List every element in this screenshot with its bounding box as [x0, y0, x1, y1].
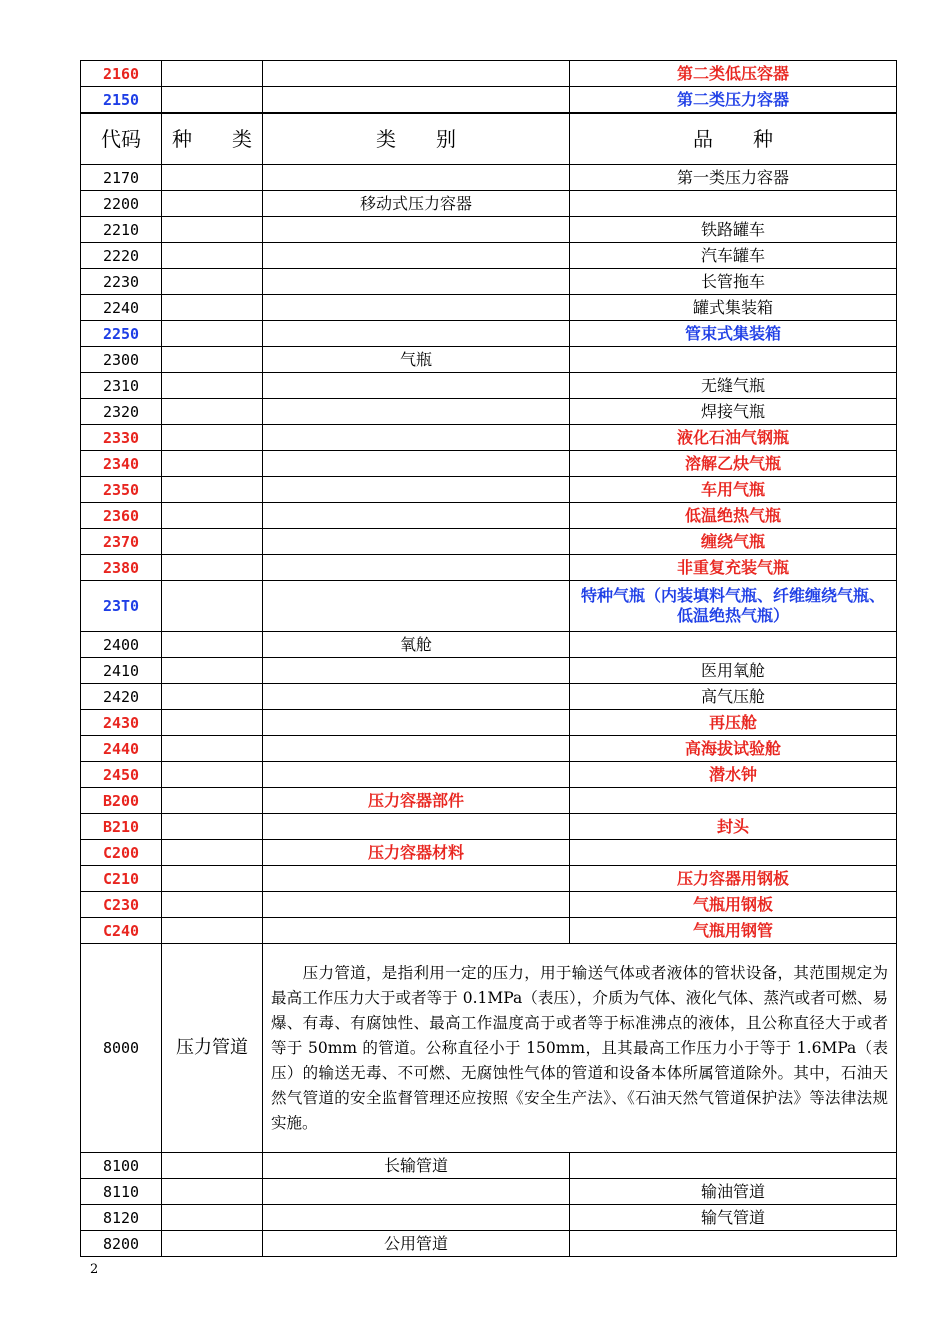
table-row [81, 892, 897, 918]
table-row [81, 347, 897, 373]
table-row [81, 295, 897, 321]
row-kind [162, 503, 263, 529]
table-row [81, 555, 897, 581]
table-row [81, 425, 897, 451]
row-code: 2380 [81, 555, 162, 581]
row-variety: 第二类低压容器 [570, 61, 897, 87]
row-variety: 非重复充装气瓶 [570, 555, 897, 581]
table-row [81, 1205, 897, 1231]
table-row [81, 529, 897, 555]
table-row [81, 1231, 897, 1257]
row-kind [162, 61, 263, 87]
row-variety: 第二类压力容器 [570, 87, 897, 114]
row-code: 23T0 [81, 581, 162, 632]
row-variety: 缠绕气瓶 [570, 529, 897, 555]
row-variety: 无缝气瓶 [570, 373, 897, 399]
row-kind [162, 814, 263, 840]
row-code: C200 [81, 840, 162, 866]
table-row [81, 658, 897, 684]
row-category [263, 555, 570, 581]
row-category [263, 581, 570, 632]
row-variety [570, 1231, 897, 1257]
row-category: 长输管道 [263, 1153, 570, 1179]
table-row [81, 243, 897, 269]
table-row [81, 503, 897, 529]
row-kind [162, 217, 263, 243]
row-variety: 焊接气瓶 [570, 399, 897, 425]
row-category [263, 1179, 570, 1205]
row-variety: 封头 [570, 814, 897, 840]
row-kind [162, 269, 263, 295]
row-category [263, 425, 570, 451]
row-kind [162, 892, 263, 918]
row-kind [162, 321, 263, 347]
row-kind [162, 191, 263, 217]
row-category [263, 321, 570, 347]
row-kind [162, 451, 263, 477]
row-code: 8120 [81, 1205, 162, 1231]
row-category [263, 217, 570, 243]
row-category [263, 399, 570, 425]
row-kind [162, 399, 263, 425]
row-category [263, 736, 570, 762]
table-row [81, 87, 897, 114]
row-code: B210 [81, 814, 162, 840]
table-row [81, 61, 897, 87]
header-variety: 品 种 [570, 113, 897, 165]
row-kind [162, 529, 263, 555]
row-code: 2240 [81, 295, 162, 321]
table-header-row [81, 113, 897, 165]
row-code: 2450 [81, 762, 162, 788]
classification-table-page [80, 60, 896, 1257]
row-code: 2360 [81, 503, 162, 529]
row-variety [570, 632, 897, 658]
row-category [263, 451, 570, 477]
row-category [263, 710, 570, 736]
row-kind [162, 736, 263, 762]
pipeline-row [81, 944, 897, 1153]
row-code: 2300 [81, 347, 162, 373]
row-variety [570, 840, 897, 866]
row-variety: 压力容器用钢板 [570, 866, 897, 892]
row-category: 压力容器材料 [263, 840, 570, 866]
row-variety: 长管拖车 [570, 269, 897, 295]
row-kind [162, 373, 263, 399]
row-variety [570, 788, 897, 814]
row-kind [162, 347, 263, 373]
row-variety: 溶解乙炔气瓶 [570, 451, 897, 477]
row-category [263, 918, 570, 944]
row-kind [162, 632, 263, 658]
row-code: 2200 [81, 191, 162, 217]
row-variety: 管束式集装箱 [570, 321, 897, 347]
row-kind [162, 165, 263, 191]
table-row [81, 191, 897, 217]
row-variety: 高气压舱 [570, 684, 897, 710]
row-code: C230 [81, 892, 162, 918]
table-row [81, 710, 897, 736]
table-row [81, 632, 897, 658]
row-code: 2340 [81, 451, 162, 477]
row-category [263, 866, 570, 892]
row-category [263, 503, 570, 529]
row-variety: 液化石油气钢瓶 [570, 425, 897, 451]
table-row [81, 373, 897, 399]
row-category: 公用管道 [263, 1231, 570, 1257]
pipeline-description: 压力管道，是指利用一定的压力，用于输送气体或者液体的管状设备，其范围规定为最高工作压力大于或者等于 0.1MPa（表压），介质为气体、液化气体、蒸汽或者可燃、易爆、有毒、有腐蚀性、最高工作温度高于或者等于标准沸点的液体，且公称直径大于或者等于 50mm 的管道。公称直径小于 150mm，且其最高工作压力小于等于 1.6MPa（表压）的输送无毒、不可燃、无腐蚀性气体的管道和设备本体所属管道除外。其中，石油天然气管道的安全监督管理还应按照《安全生产法》、《石油天然气管道保护法》等法律法规实施。 [263, 944, 897, 1153]
row-code: 2420 [81, 684, 162, 710]
table-row [81, 321, 897, 347]
row-variety [570, 1153, 897, 1179]
table-row [81, 1153, 897, 1179]
row-category [263, 61, 570, 87]
page-number: 2 [90, 1262, 99, 1277]
row-category [263, 658, 570, 684]
row-kind [162, 1179, 263, 1205]
row-kind [162, 243, 263, 269]
row-variety: 第一类压力容器 [570, 165, 897, 191]
row-variety: 特种气瓶（内装填料气瓶、纤维缠绕气瓶、低温绝热气瓶） [570, 581, 897, 632]
row-code: 2330 [81, 425, 162, 451]
row-category [263, 269, 570, 295]
row-code: 2440 [81, 736, 162, 762]
row-category: 压力容器部件 [263, 788, 570, 814]
row-code: 2350 [81, 477, 162, 503]
row-variety: 潜水钟 [570, 762, 897, 788]
row-variety: 车用气瓶 [570, 477, 897, 503]
row-variety [570, 191, 897, 217]
row-kind [162, 425, 263, 451]
table-row [81, 451, 897, 477]
row-category [263, 477, 570, 503]
table-row [81, 814, 897, 840]
row-variety [570, 347, 897, 373]
row-kind [162, 684, 263, 710]
row-category: 氧舱 [263, 632, 570, 658]
row-category [263, 762, 570, 788]
header-code: 代码 [81, 113, 162, 165]
row-kind [162, 840, 263, 866]
row-code: 2250 [81, 321, 162, 347]
table-body [81, 61, 897, 1257]
row-kind [162, 581, 263, 632]
row-category [263, 684, 570, 710]
row-code: 2410 [81, 658, 162, 684]
row-code: 2430 [81, 710, 162, 736]
table-row [81, 762, 897, 788]
row-kind [162, 1153, 263, 1179]
header-category: 类 别 [263, 113, 570, 165]
row-variety: 低温绝热气瓶 [570, 503, 897, 529]
row-code: 2320 [81, 399, 162, 425]
row-category [263, 814, 570, 840]
row-kind [162, 295, 263, 321]
row-category [263, 892, 570, 918]
table-row [81, 399, 897, 425]
row-code: 2210 [81, 217, 162, 243]
row-code: 2150 [81, 87, 162, 114]
table-row [81, 1179, 897, 1205]
table-row [81, 736, 897, 762]
table-row [81, 165, 897, 191]
table-row [81, 269, 897, 295]
row-category [263, 295, 570, 321]
row-variety: 气瓶用钢板 [570, 892, 897, 918]
row-category [263, 243, 570, 269]
row-code: 2310 [81, 373, 162, 399]
row-category: 气瓶 [263, 347, 570, 373]
row-category [263, 165, 570, 191]
row-kind [162, 1205, 263, 1231]
row-code: 2160 [81, 61, 162, 87]
row-kind [162, 788, 263, 814]
table-row [81, 217, 897, 243]
row-variety: 再压舱 [570, 710, 897, 736]
row-code: 2400 [81, 632, 162, 658]
pipeline-kind: 压力管道 [162, 944, 263, 1153]
row-kind [162, 477, 263, 503]
row-code: 2370 [81, 529, 162, 555]
row-category [263, 87, 570, 114]
row-variety: 输气管道 [570, 1205, 897, 1231]
table-row [81, 788, 897, 814]
row-category: 移动式压力容器 [263, 191, 570, 217]
table-row [81, 684, 897, 710]
row-variety: 输油管道 [570, 1179, 897, 1205]
row-code: 2170 [81, 165, 162, 191]
table-row [81, 477, 897, 503]
row-code: 8110 [81, 1179, 162, 1205]
row-code: 8100 [81, 1153, 162, 1179]
row-code: 8200 [81, 1231, 162, 1257]
row-kind [162, 918, 263, 944]
row-variety: 汽车罐车 [570, 243, 897, 269]
row-kind [162, 762, 263, 788]
row-code: 2220 [81, 243, 162, 269]
row-variety: 气瓶用钢管 [570, 918, 897, 944]
row-code: B200 [81, 788, 162, 814]
table-row [81, 866, 897, 892]
row-category [263, 529, 570, 555]
row-variety: 医用氧舱 [570, 658, 897, 684]
row-kind [162, 710, 263, 736]
row-kind [162, 1231, 263, 1257]
row-category [263, 373, 570, 399]
row-variety: 罐式集装箱 [570, 295, 897, 321]
row-kind [162, 87, 263, 114]
classification-table [80, 60, 897, 1257]
row-kind [162, 866, 263, 892]
pipeline-code: 8000 [81, 944, 162, 1153]
row-variety: 高海拔试验舱 [570, 736, 897, 762]
row-code: C240 [81, 918, 162, 944]
table-row [81, 581, 897, 632]
row-category [263, 1205, 570, 1231]
table-row [81, 840, 897, 866]
row-kind [162, 555, 263, 581]
row-kind [162, 658, 263, 684]
table-row [81, 918, 897, 944]
row-code: 2230 [81, 269, 162, 295]
row-variety: 铁路罐车 [570, 217, 897, 243]
header-kind: 种 类 [162, 113, 263, 165]
row-code: C210 [81, 866, 162, 892]
